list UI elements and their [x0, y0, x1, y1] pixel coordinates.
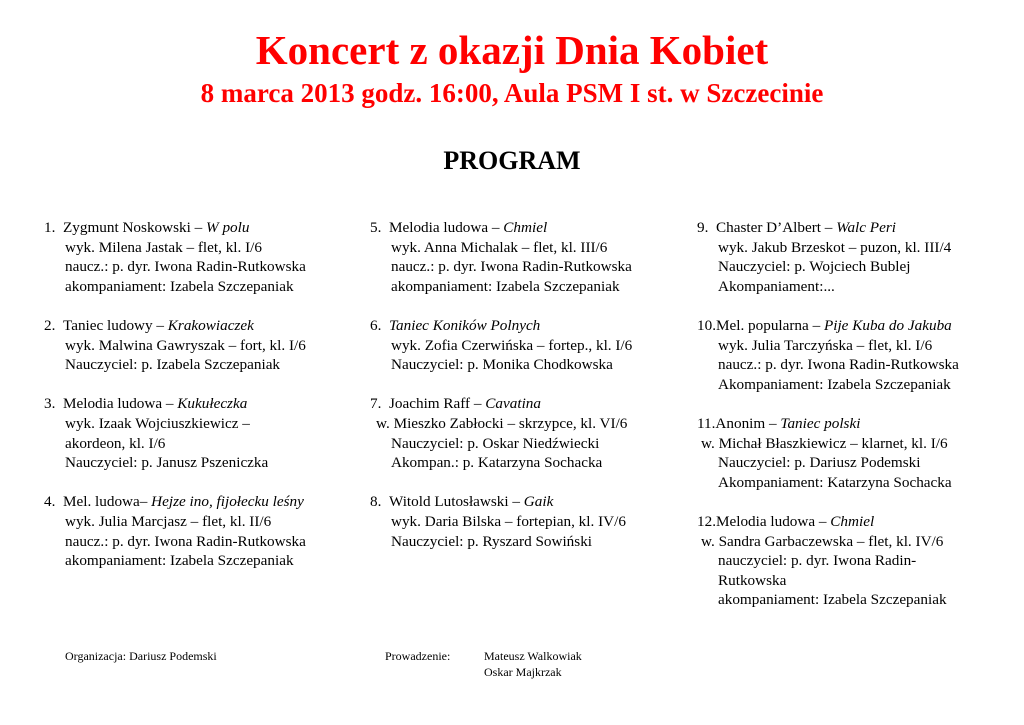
- program-item-piece-title: Gaik: [523, 493, 554, 511]
- program-item-detail: akordeon, kl. I/6: [65, 434, 166, 452]
- program-item: [370, 218, 690, 296]
- program-item-detail: wyk. Anna Michalak – flet, kl. III/6: [391, 238, 608, 256]
- program-item-heading: [370, 316, 690, 336]
- program-item-composer: Mel. ludowa–: [62, 493, 152, 511]
- program-item-piece-title: Krakowiaczek: [167, 316, 254, 334]
- program-item-detail: w. Sandra Garbaczewska – flet, kl. IV/6: [701, 532, 944, 550]
- program-item-piece-title: W polu: [206, 219, 250, 236]
- program-item-piece-title: Walc Peri: [836, 219, 896, 236]
- program-item-detail: naucz.: p. dyr. Iwona Radin-Rutkowska: [718, 356, 959, 374]
- program-item-composer: Mel. popularna –: [715, 316, 824, 334]
- program-item-piece-title: Hejze ino, fijołecku leśny: [151, 493, 304, 511]
- program-column-2: [370, 218, 690, 571]
- program-item-detail: Nauczyciel: p. Janusz Pszeniczka: [65, 454, 269, 472]
- program-item-composer: Witold Lutosławski –: [388, 493, 524, 511]
- program-item-number: 9.: [697, 219, 709, 236]
- program-item-heading: [697, 414, 1017, 434]
- program-item-heading: [44, 316, 364, 336]
- program-item-heading: [44, 492, 364, 512]
- concert-title: Koncert z okazji Dnia Kobiet: [255, 27, 769, 73]
- program-item: [370, 394, 690, 472]
- program-item-number: 3.: [44, 395, 56, 413]
- program-item-composer: Anonim –: [715, 414, 781, 432]
- program-item: [44, 316, 364, 375]
- program-item-piece-title: Kukułeczka: [177, 395, 248, 413]
- program-item: [697, 218, 1017, 296]
- program-item-number: 6.: [370, 316, 382, 334]
- program-item-heading: [370, 492, 690, 512]
- program-item-composer: Chaster D’Albert –: [715, 219, 837, 236]
- program-heading: PROGRAM: [443, 146, 581, 175]
- concert-date-venue: 8 marca 2013 godz. 16:00, Aula PSM I st. w Szczecinie: [200, 78, 824, 108]
- program-item-detail: Nauczyciel: p. Dariusz Podemski: [718, 454, 921, 472]
- program-item-piece-title: Chmiel: [503, 219, 548, 236]
- program-item-detail: Akompaniament:...: [718, 277, 835, 295]
- host-name: Mateusz Walkowiak: [484, 649, 582, 663]
- program-item-number: 11.: [697, 414, 716, 432]
- program-item-number: 1.: [44, 219, 56, 236]
- program-item-detail: wyk. Zofia Czerwińska – fortep., kl. I/6: [391, 336, 633, 354]
- program-item-detail: akompaniament: Izabela Szczepaniak: [65, 277, 294, 295]
- program-item-detail: Nauczyciel: p. Wojciech Bublej: [718, 258, 911, 276]
- program-item-piece-title: Cavatina: [485, 395, 541, 413]
- program-item-detail: Akompaniament: Izabela Szczepaniak: [718, 375, 951, 393]
- program-item-detail: akompaniament: Izabela Szczepaniak: [65, 552, 294, 570]
- program-item: [44, 218, 364, 296]
- program-item-detail: akompaniament: Izabela Szczepaniak: [391, 277, 620, 295]
- program-item-detail: Nauczyciel: p. Izabela Szczepaniak: [65, 356, 281, 374]
- program-item-detail: w. Mieszko Zabłocki – skrzypce, kl. VI/6: [376, 414, 628, 432]
- program-item-composer: Melodia ludowa –: [62, 395, 178, 413]
- program-item-number: 4.: [44, 493, 56, 511]
- program-column-1: [44, 218, 364, 590]
- program-item-number: 5.: [370, 219, 382, 236]
- program-item: [697, 316, 1017, 394]
- program-item-detail: w. Michał Błaszkiewicz – klarnet, kl. I/6: [701, 434, 948, 452]
- program-item-piece-title: Chmiel: [830, 512, 875, 530]
- program-item: [370, 492, 690, 551]
- program-item-detail: Nauczyciel: p. Ryszard Sowiński: [391, 532, 593, 550]
- program-item-detail: naucz.: p. dyr. Iwona Radin-Rutkowska: [391, 258, 632, 276]
- program-item-detail: Rutkowska: [718, 571, 787, 589]
- host-name: Oskar Majkrzak: [484, 665, 562, 679]
- program-item-detail: Akompaniament: Katarzyna Sochacka: [718, 473, 952, 491]
- program-item-detail: Nauczyciel: p. Oskar Niedźwiecki: [391, 434, 600, 452]
- program-item-composer: Zygmunt Noskowski –: [62, 219, 207, 236]
- organizer-credit: Organizacja: Dariusz Podemski: [65, 649, 217, 663]
- program-item-composer: Melodia ludowa –: [388, 219, 504, 236]
- program-item-composer: Joachim Raff –: [388, 395, 486, 413]
- program-item-detail: wyk. Milena Jastak – flet, kl. I/6: [65, 238, 262, 256]
- program-item-number: 2.: [44, 316, 56, 334]
- program-item: [44, 492, 364, 570]
- program-item-piece-title: Taniec polski: [780, 414, 861, 432]
- program-item-number: 8.: [370, 493, 382, 511]
- program-item-detail: wyk. Julia Marcjasz – flet, kl. II/6: [65, 512, 272, 530]
- program-item-heading: [44, 218, 364, 238]
- host-label: Prowadzenie:: [385, 649, 451, 663]
- program-item-detail: wyk. Daria Bilska – fortepian, kl. IV/6: [391, 512, 626, 530]
- program-item-heading: [44, 394, 364, 414]
- program-item-heading: [697, 316, 1017, 336]
- program-item-heading: [370, 394, 690, 414]
- program-item: [44, 394, 364, 472]
- program-item-composer: Melodia ludowa –: [715, 512, 831, 530]
- program-item: [697, 414, 1017, 492]
- program-item-number: 10.: [697, 316, 716, 334]
- program-item: [370, 316, 690, 375]
- program-item: [697, 512, 1017, 610]
- program-item-detail: naucz.: p. dyr. Iwona Radin-Rutkowska: [65, 532, 306, 550]
- program-item-detail: naucz.: p. dyr. Iwona Radin-Rutkowska: [65, 258, 306, 276]
- program-item-detail: wyk. Jakub Brzeskot – puzon, kl. III/4: [718, 238, 952, 256]
- program-item-detail: wyk. Izaak Wojciuszkiewicz –: [65, 414, 250, 432]
- program-item-detail: akompaniament: Izabela Szczepaniak: [718, 591, 947, 609]
- program-item-detail: wyk. Malwina Gawryszak – fort, kl. I/6: [65, 336, 306, 354]
- program-column-3: [697, 218, 1017, 629]
- program-item-number: 7.: [370, 395, 382, 413]
- program-item-heading: [370, 218, 690, 238]
- program-item-detail: wyk. Julia Tarczyńska – flet, kl. I/6: [718, 336, 933, 354]
- program-item-detail: Nauczyciel: p. Monika Chodkowska: [391, 356, 613, 374]
- program-item-heading: [697, 512, 1017, 532]
- program-item-piece-title: Taniec Koników Polnych: [388, 316, 541, 334]
- program-item-detail: nauczyciel: p. dyr. Iwona Radin-: [718, 552, 917, 570]
- program-item-heading: [697, 218, 1017, 238]
- program-item-detail: Akompan.: p. Katarzyna Sochacka: [391, 454, 603, 472]
- program-item-piece-title: Pije Kuba do Jakuba: [823, 316, 952, 334]
- program-item-composer: Taniec ludowy –: [62, 316, 168, 334]
- program-item-number: 12.: [697, 512, 716, 530]
